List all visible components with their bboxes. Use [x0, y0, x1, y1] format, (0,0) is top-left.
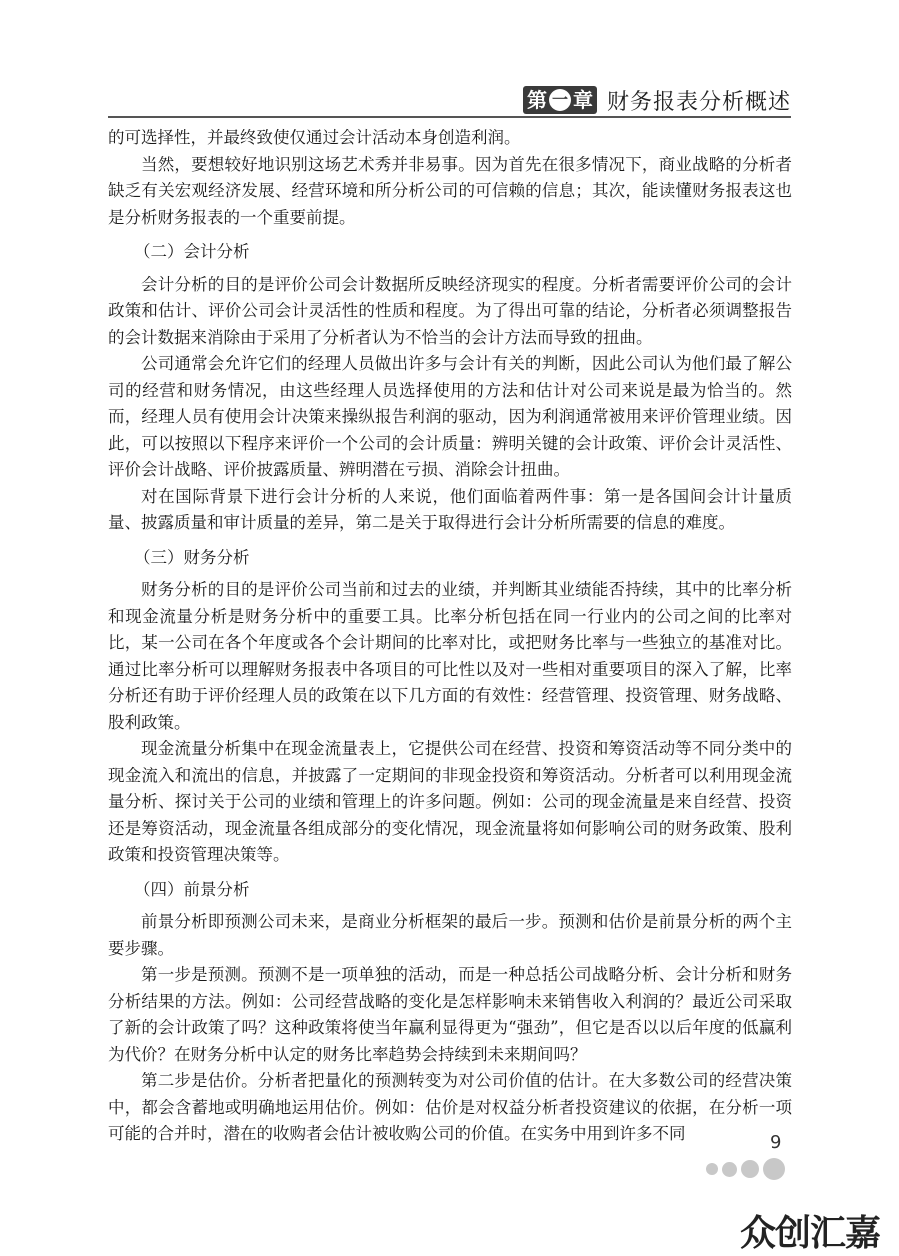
- chapter-badge: [523, 86, 597, 114]
- dot-icon: [706, 1163, 718, 1175]
- dot-icon: [763, 1158, 785, 1180]
- chapter-number: 一: [549, 89, 571, 111]
- page-body: [108, 125, 792, 1148]
- section-heading: （四）前景分析: [134, 879, 250, 899]
- paragraph: 第二步是估价。分析者把量化的预测转变为对公司价值的估计。在大多数公司的经营决策中，都会含蓄地或明确地运用估价。例如：估价是对权益分析者投资建议的依据，在分析一项可能的合并时，潜在的收购者会估计被收购公司的价值。在实务中用到许多不同: [108, 1071, 792, 1143]
- paragraph: 现金流量分析集中在现金流量表上，它提供公司在经营、投资和筹资活动等不同分类中的现金流入和流出的信息，并披露了一定期间的非现金投资和筹资活动。分析者可以利用现金流量分析、探讨关于公司的业绩和管理上的许多问题。例如：公司的现金流量是来自经营、投资还是筹资活动，现金流量各组成部分的变化情况，现金流量将如何影响公司的财务政策、股利政策和投资管理决策等。: [108, 739, 792, 864]
- paragraph: 前景分析即预测公司未来，是商业分析框架的最后一步。预测和估价是前景分析的两个主要步骤。: [108, 912, 792, 958]
- paragraph: 会计分析的目的是评价公司会计数据所反映经济现实的程度。分析者需要评价公司的会计政策和估计、评价公司会计灵活性的性质和程度。为了得出可靠的结论，分析者必须调整报告的会计数据来消除由于采用了分析者认为不恰当的会计方法而导致的扭曲。: [108, 274, 792, 347]
- section-heading: （二）会计分析: [134, 242, 250, 261]
- paragraph: 公司通常会允许它们的经理人员做出许多与会计有关的判断，因此公司认为他们最了解公司的经营和财务情况，由这些经理人员选择使用的方法和估计对公司来说是最为恰当的。然而，经理人员有使用会计决策来操纵报告利润的驱动，因为利润通常被用来评价管理业绩。因此，可以按照以下程序来评价一个公司的会计质量：辨明关键的会计政策、评价会计灵活性、评价会计战略、评价披露质量、辨明潜在亏损、消除会计扭曲。: [108, 354, 792, 479]
- paragraph: 财务分析的目的是评价公司当前和过去的业绩，并判断其业绩能否持续，其中的比率分析和现金流量分析是财务分析中的重要工具。比率分析包括在同一行业内的公司之间的比率对比，某一公司在各个年度或各个会计期间的比率对比，或把财务比率与一些独立的基准对比。通过比率分析可以理解财务报表中各项目的可比性以及对一些相对重要项目的深入了解，比率分析还有助于评价经理人员的政策在以下几方面的有效性：经营管理、投资管理、财务战略、股利政策。: [108, 580, 792, 732]
- paragraph: 的可选择性，并最终致使仅通过会计活动本身创造利润。: [108, 128, 521, 147]
- header-divider: [108, 116, 791, 118]
- chapter-prefix: 第: [526, 88, 547, 112]
- dot-icon: [722, 1162, 737, 1177]
- paragraph: 对在国际背景下进行会计分析的人来说，他们面临着两件事：第一是各国间会计计量质量、披露质量和审计质量的差异，第二是关于取得进行会计分析所需要的信息的难度。: [108, 486, 792, 532]
- paragraph: 第一步是预测。预测不是一项单独的活动，而是一种总括公司战略分析、会计分析和财务分析结果的方法。例如：公司经营战略的变化是怎样影响未来销售收入利润的？最近公司采取了新的会计政策了吗？这种政策将使当年赢利显得更为“强劲”，但它是否以以后年度的低赢利为代价？在财务分析中认定的财务比率趋势会持续到未来期间吗？: [108, 965, 792, 1064]
- watermark-logo: 众创汇嘉: [740, 1213, 881, 1254]
- chapter-title: 财务报表分析概述: [606, 89, 791, 115]
- chapter-suffix: 章: [572, 88, 593, 112]
- dot-icon: [741, 1160, 759, 1178]
- page-number: 9: [770, 1132, 782, 1153]
- chapter-header: [523, 84, 791, 116]
- decorative-dots: [706, 1158, 789, 1180]
- section-heading: （三）财务分析: [134, 547, 250, 567]
- paragraph: 当然，要想较好地识别这场艺术秀并非易事。因为首先在很多情况下，商业战略的分析者缺乏有关宏观经济发展、经营环境和所分析公司的可信赖的信息；其次，能读懂财务报表这也是分析财务报表的一个重要前提。: [108, 154, 792, 227]
